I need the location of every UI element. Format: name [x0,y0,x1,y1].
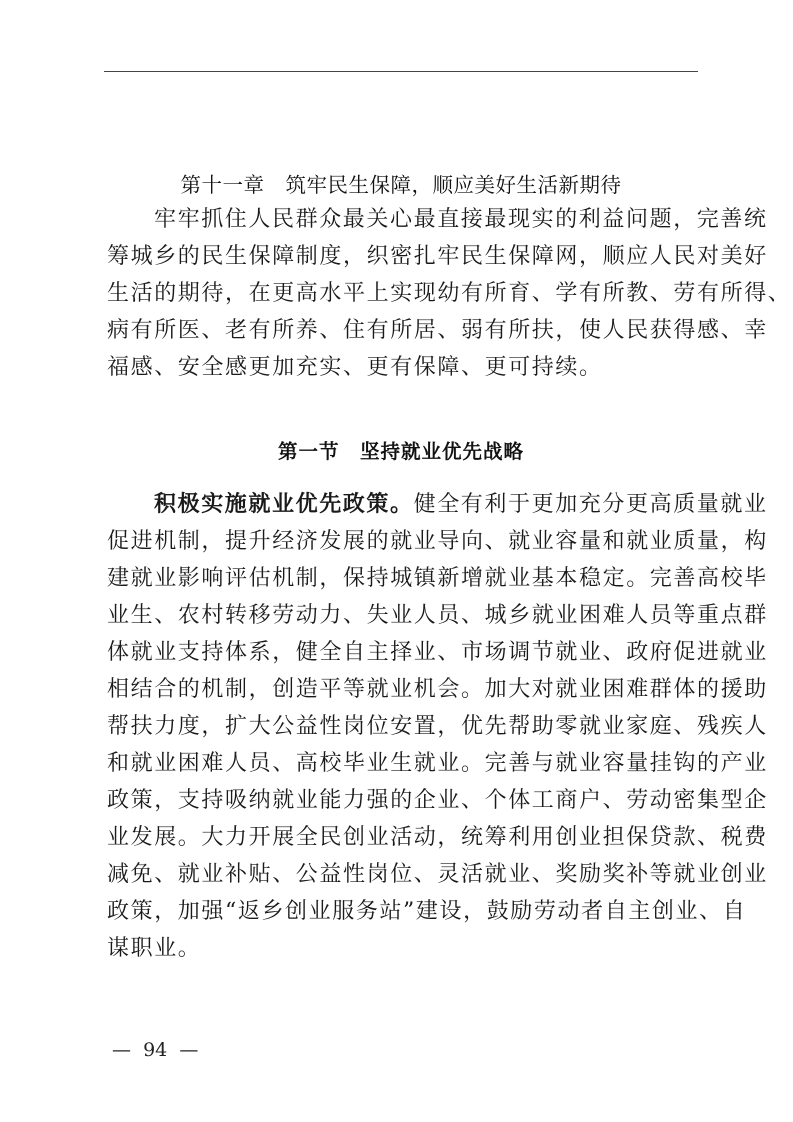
page-number: — 94 — [112,1039,199,1061]
paragraph-line: 筹城乡的民生保障制度，织密扎牢民生保障网，顺应人民对美好 [107,244,768,269]
paragraph-lead: 积极实施就业优先政策。 [154,492,414,517]
paragraph-line: 福感、安全感更加充实、更有保障、更可持续。 [107,355,603,380]
paragraph-line: 业发展。大力开展全民创业活动，统筹利用创业担保贷款、税费 [107,825,768,850]
intro-paragraph [107,201,792,386]
paragraph-line: 减免、就业补贴、公益性岗位、灵活就业、奖励奖补等就业创业 [107,862,768,887]
paragraph-line: 促进机制，提升经济发展的就业导向、就业容量和就业质量，构 [107,529,768,554]
paragraph-line: 体就业支持体系，健全自主择业、市场调节就业、政府促进就业 [107,640,768,665]
paragraph-line: 病有所医、老有所养、住有所居、弱有所扶，使人民获得感、幸 [107,318,768,343]
header-rule [104,71,698,72]
section-title: 第一节 坚持就业优先战略 [277,440,524,463]
paragraph-text: 健全有利于更加充分更高质量就业 [413,492,768,517]
policy-paragraph [107,486,768,967]
paragraph-line [107,486,768,523]
paragraph-line: 政策，加强“返乡创业服务站”建设，鼓励劳动者自主创业、自 [107,899,747,924]
paragraph-line: 政策，支持吸纳就业能力强的企业、个体工商户、劳动密集型企 [107,788,768,813]
paragraph-line: 牢牢抓住人民群众最关心最直接最现实的利益问题，完善统 [154,207,768,232]
paragraph-line: 业生、农村转移劳动力、失业人员、城乡就业困难人员等重点群 [107,603,768,628]
paragraph-line: 谋职业。 [107,936,202,961]
paragraph-line: 帮扶力度，扩大公益性岗位安置，优先帮助零就业家庭、残疾人 [107,714,768,739]
paragraph-line: 生活的期待，在更高水平上实现幼有所育、学有所教、劳有所得、 [107,281,792,306]
paragraph-line: 相结合的机制，创造平等就业机会。加大对就业困难群体的援助 [107,677,768,702]
chapter-title: 第十一章 筑牢民生保障，顺应美好生活新期待 [180,173,622,197]
paragraph-line: 建就业影响评估机制，保持城镇新增就业基本稳定。完善高校毕 [107,566,768,591]
paragraph-line: 和就业困难人员、高校毕业生就业。完善与就业容量挂钩的产业 [107,751,768,776]
